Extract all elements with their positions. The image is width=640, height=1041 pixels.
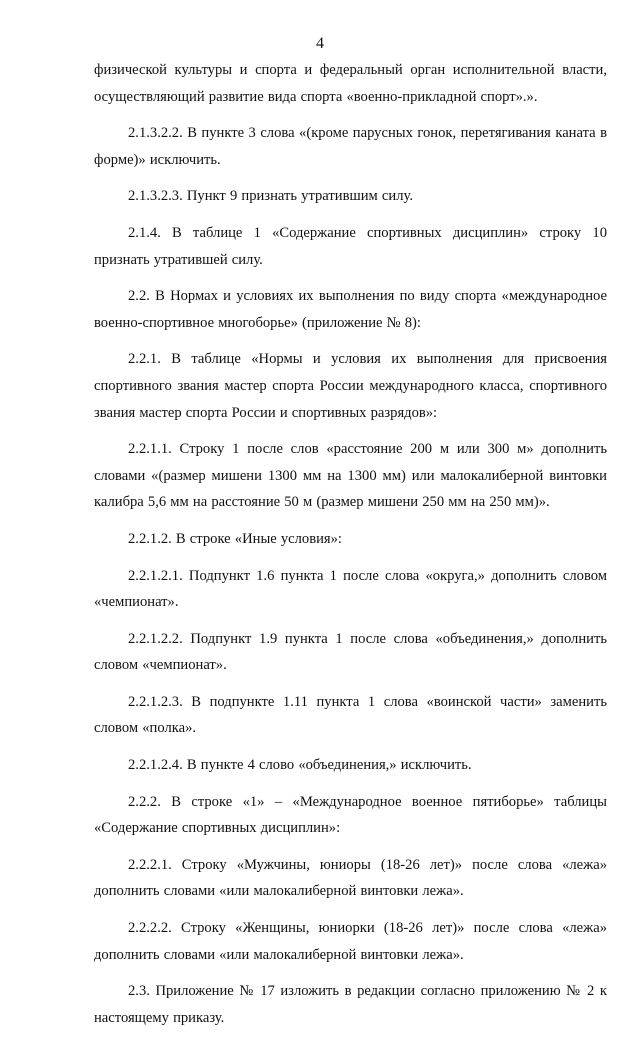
paragraph-2-1-4: 2.1.4. В таблице 1 «Содержание спортивных дисциплин» строку 10 признать утратившей силу. <box>94 224 607 268</box>
paragraph-2-2-2: 2.2.2. В строке «1» – «Международное военное пятиборье» таблицы «Содержание спортивных дисциплин»: <box>94 793 607 837</box>
paragraph-2-2-1-2-2: 2.2.1.2.2. Подпункт 1.9 пункта 1 после слова «объединения,» дополнить словом «чемпионат». <box>94 630 607 674</box>
paragraph-2-2-1-2-1: 2.2.1.2.1. Подпункт 1.6 пункта 1 после слова «округа,» дополнить словом «чемпионат». <box>94 567 607 611</box>
paragraph-2-2-2-2: 2.2.2.2. Строку «Женщины, юниорки (18-26 лет)» после слова «лежа» дополнить словами «или малокалиберной винтовки лежа». <box>94 920 607 963</box>
paragraph-2-1-3-2-3: 2.1.3.2.3. Пункт 9 признать утратившим силу. <box>128 188 413 205</box>
page-number: 4 <box>316 35 324 52</box>
paragraph-2-2-1: 2.2.1. В таблице «Нормы и условия их выполнения для присвоения спортивного звания мастер спорта России международного класса, спортивного звания мастер спорта России и спортивных разрядов»: <box>94 351 607 421</box>
paragraph-2-2-1-2-3: 2.2.1.2.3. В подпункте 1.11 пункта 1 слова «воинской части» заменить словом «полка». <box>94 693 607 737</box>
paragraph-2-2-2-1: 2.2.2.1. Строку «Мужчины, юниоры (18-26 лет)» после слова «лежа» дополнить словами «или малокалиберной винтовки лежа». <box>94 856 607 900</box>
paragraph-2-3: 2.3. Приложение № 17 изложить в редакции согласно приложению № 2 к настоящему приказу. <box>94 983 607 1026</box>
paragraph-2-2-1-2-4: 2.2.1.2.4. В пункте 4 слово «объединения,» исключить. <box>128 757 472 774</box>
paragraph-continuation: физической культуры и спорта и федеральный орган исполнительной власти, осуществляющий развитие вида спорта «военно-прикладной спорт».». <box>94 62 607 105</box>
paragraph-2-2-1-1: 2.2.1.1. Строку 1 после слов «расстояние 200 м или 300 м» дополнить словами «(размер мишени 1300 мм на 1300 мм) или малокалиберной винтовки калибра 5,6 мм на расстояние 50 м (размер мишени 250 мм на 250 мм)». <box>94 441 607 511</box>
paragraph-2-2-1-2: 2.2.1.2. В строке «Иные условия»: <box>128 530 342 547</box>
paragraph-2-1-3-2-2: 2.1.3.2.2. В пункте 3 слова «(кроме парусных гонок, перетягивания каната в форме)» исключить. <box>94 125 607 168</box>
paragraph-2-2: 2.2. В Нормах и условиях их выполнения по виду спорта «международное военно-спортивное многоборье» (приложение № 8): <box>94 288 607 331</box>
document-body <box>94 57 607 1041</box>
